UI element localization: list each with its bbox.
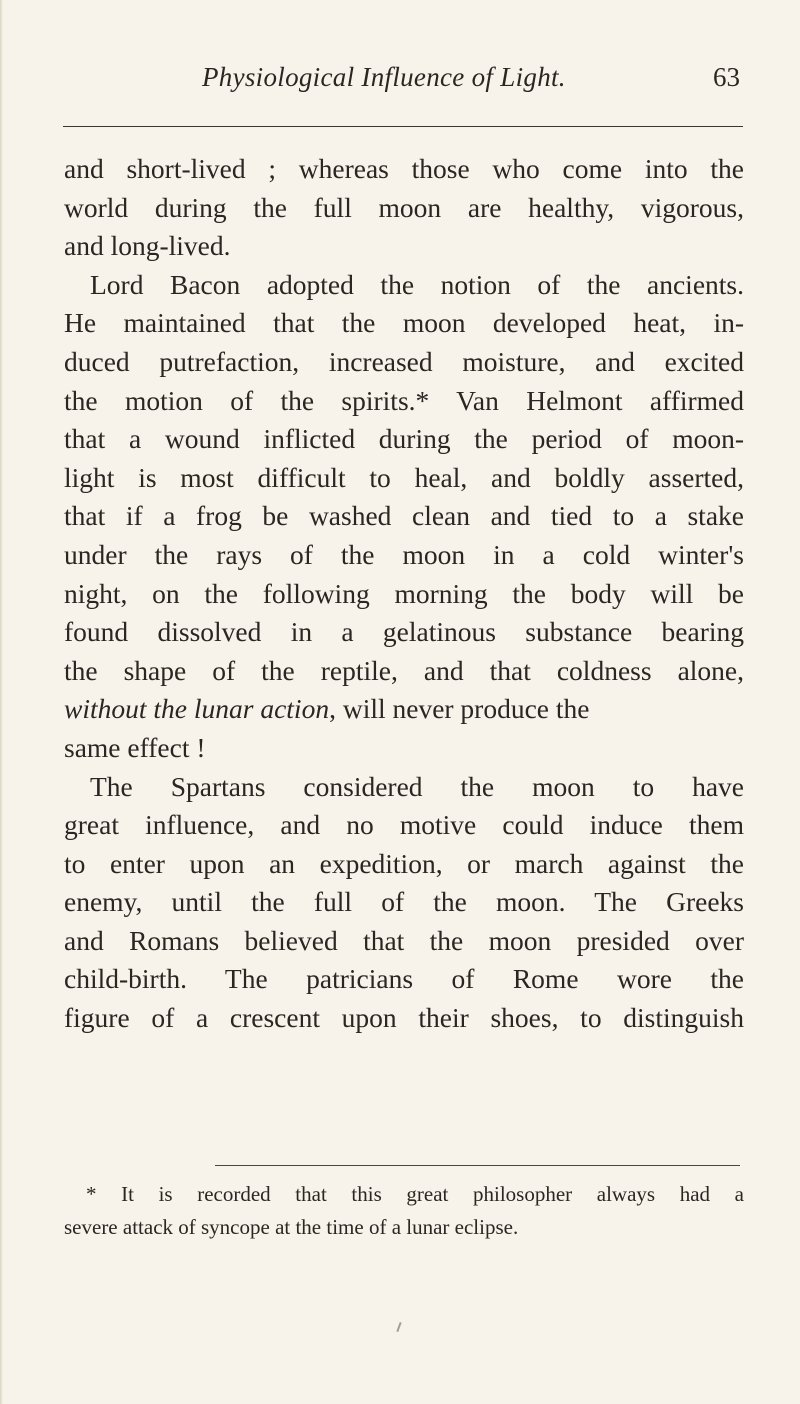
text-fragment: , will never produce the — [329, 693, 590, 725]
text-line: light is most difficult to heal, and boldly asserted, — [64, 461, 744, 493]
text-line: figure of a crescent upon their shoes, to distinguish — [64, 1002, 744, 1034]
text-line: He maintained that the moon developed heat, in- — [64, 307, 744, 339]
text-line: and Romans believed that the moon presided over — [64, 924, 744, 956]
page-edge — [0, 0, 3, 1404]
text-line: world during the full moon are healthy, vigorous, — [64, 191, 744, 223]
text-line: found dissolved in a gelatinous substance bearing — [64, 616, 744, 648]
running-head: Physiological Influence of Light. — [202, 62, 566, 92]
text-line: The Spartans considered the moon to have — [90, 770, 744, 802]
text-line: enemy, until the full of the moon. The Greeks — [64, 886, 744, 918]
text-line: to enter upon an expedition, or march against the — [64, 847, 744, 879]
text-line: duced putrefaction, increased moisture, and excited — [64, 345, 744, 377]
text-line: that a wound inflicted during the period of moon- — [64, 423, 744, 455]
text-line: same effect ! — [64, 731, 206, 763]
text-line-mixed — [64, 690, 744, 729]
text-line: and short-lived ; whereas those who come into the — [64, 153, 744, 184]
text-line: child-birth. The patricians of Rome wore the — [64, 963, 744, 995]
italic-phrase: without the lunar action — [64, 693, 330, 725]
text-line: under the rays of the moon in a cold winter's — [64, 538, 744, 570]
page-number: 63 — [713, 62, 740, 92]
text-line: and long-lived. — [64, 230, 231, 262]
paper-speck — [396, 1322, 401, 1332]
text-line: the shape of the reptile, and that coldness alone, — [64, 654, 744, 686]
text-line: the motion of the spirits.* Van Helmont affirmed — [64, 384, 744, 416]
text-line: great influence, and no motive could induce them — [64, 809, 744, 841]
text-line: Lord Bacon adopted the notion of the ancients. — [90, 268, 744, 300]
text-line: that if a frog be washed clean and tied to a stake — [64, 500, 744, 532]
header-rule — [63, 126, 743, 127]
page-header — [60, 62, 740, 102]
text-line: night, on the following morning the body will be — [64, 577, 744, 609]
footnote-rule — [215, 1165, 740, 1166]
footnote-line: severe attack of syncope at the time of a lunar eclipse. — [64, 1215, 519, 1239]
footnote — [64, 1178, 744, 1244]
footnote-line: * It is recorded that this great philosopher always had a — [86, 1182, 744, 1206]
body-text — [64, 150, 744, 1038]
